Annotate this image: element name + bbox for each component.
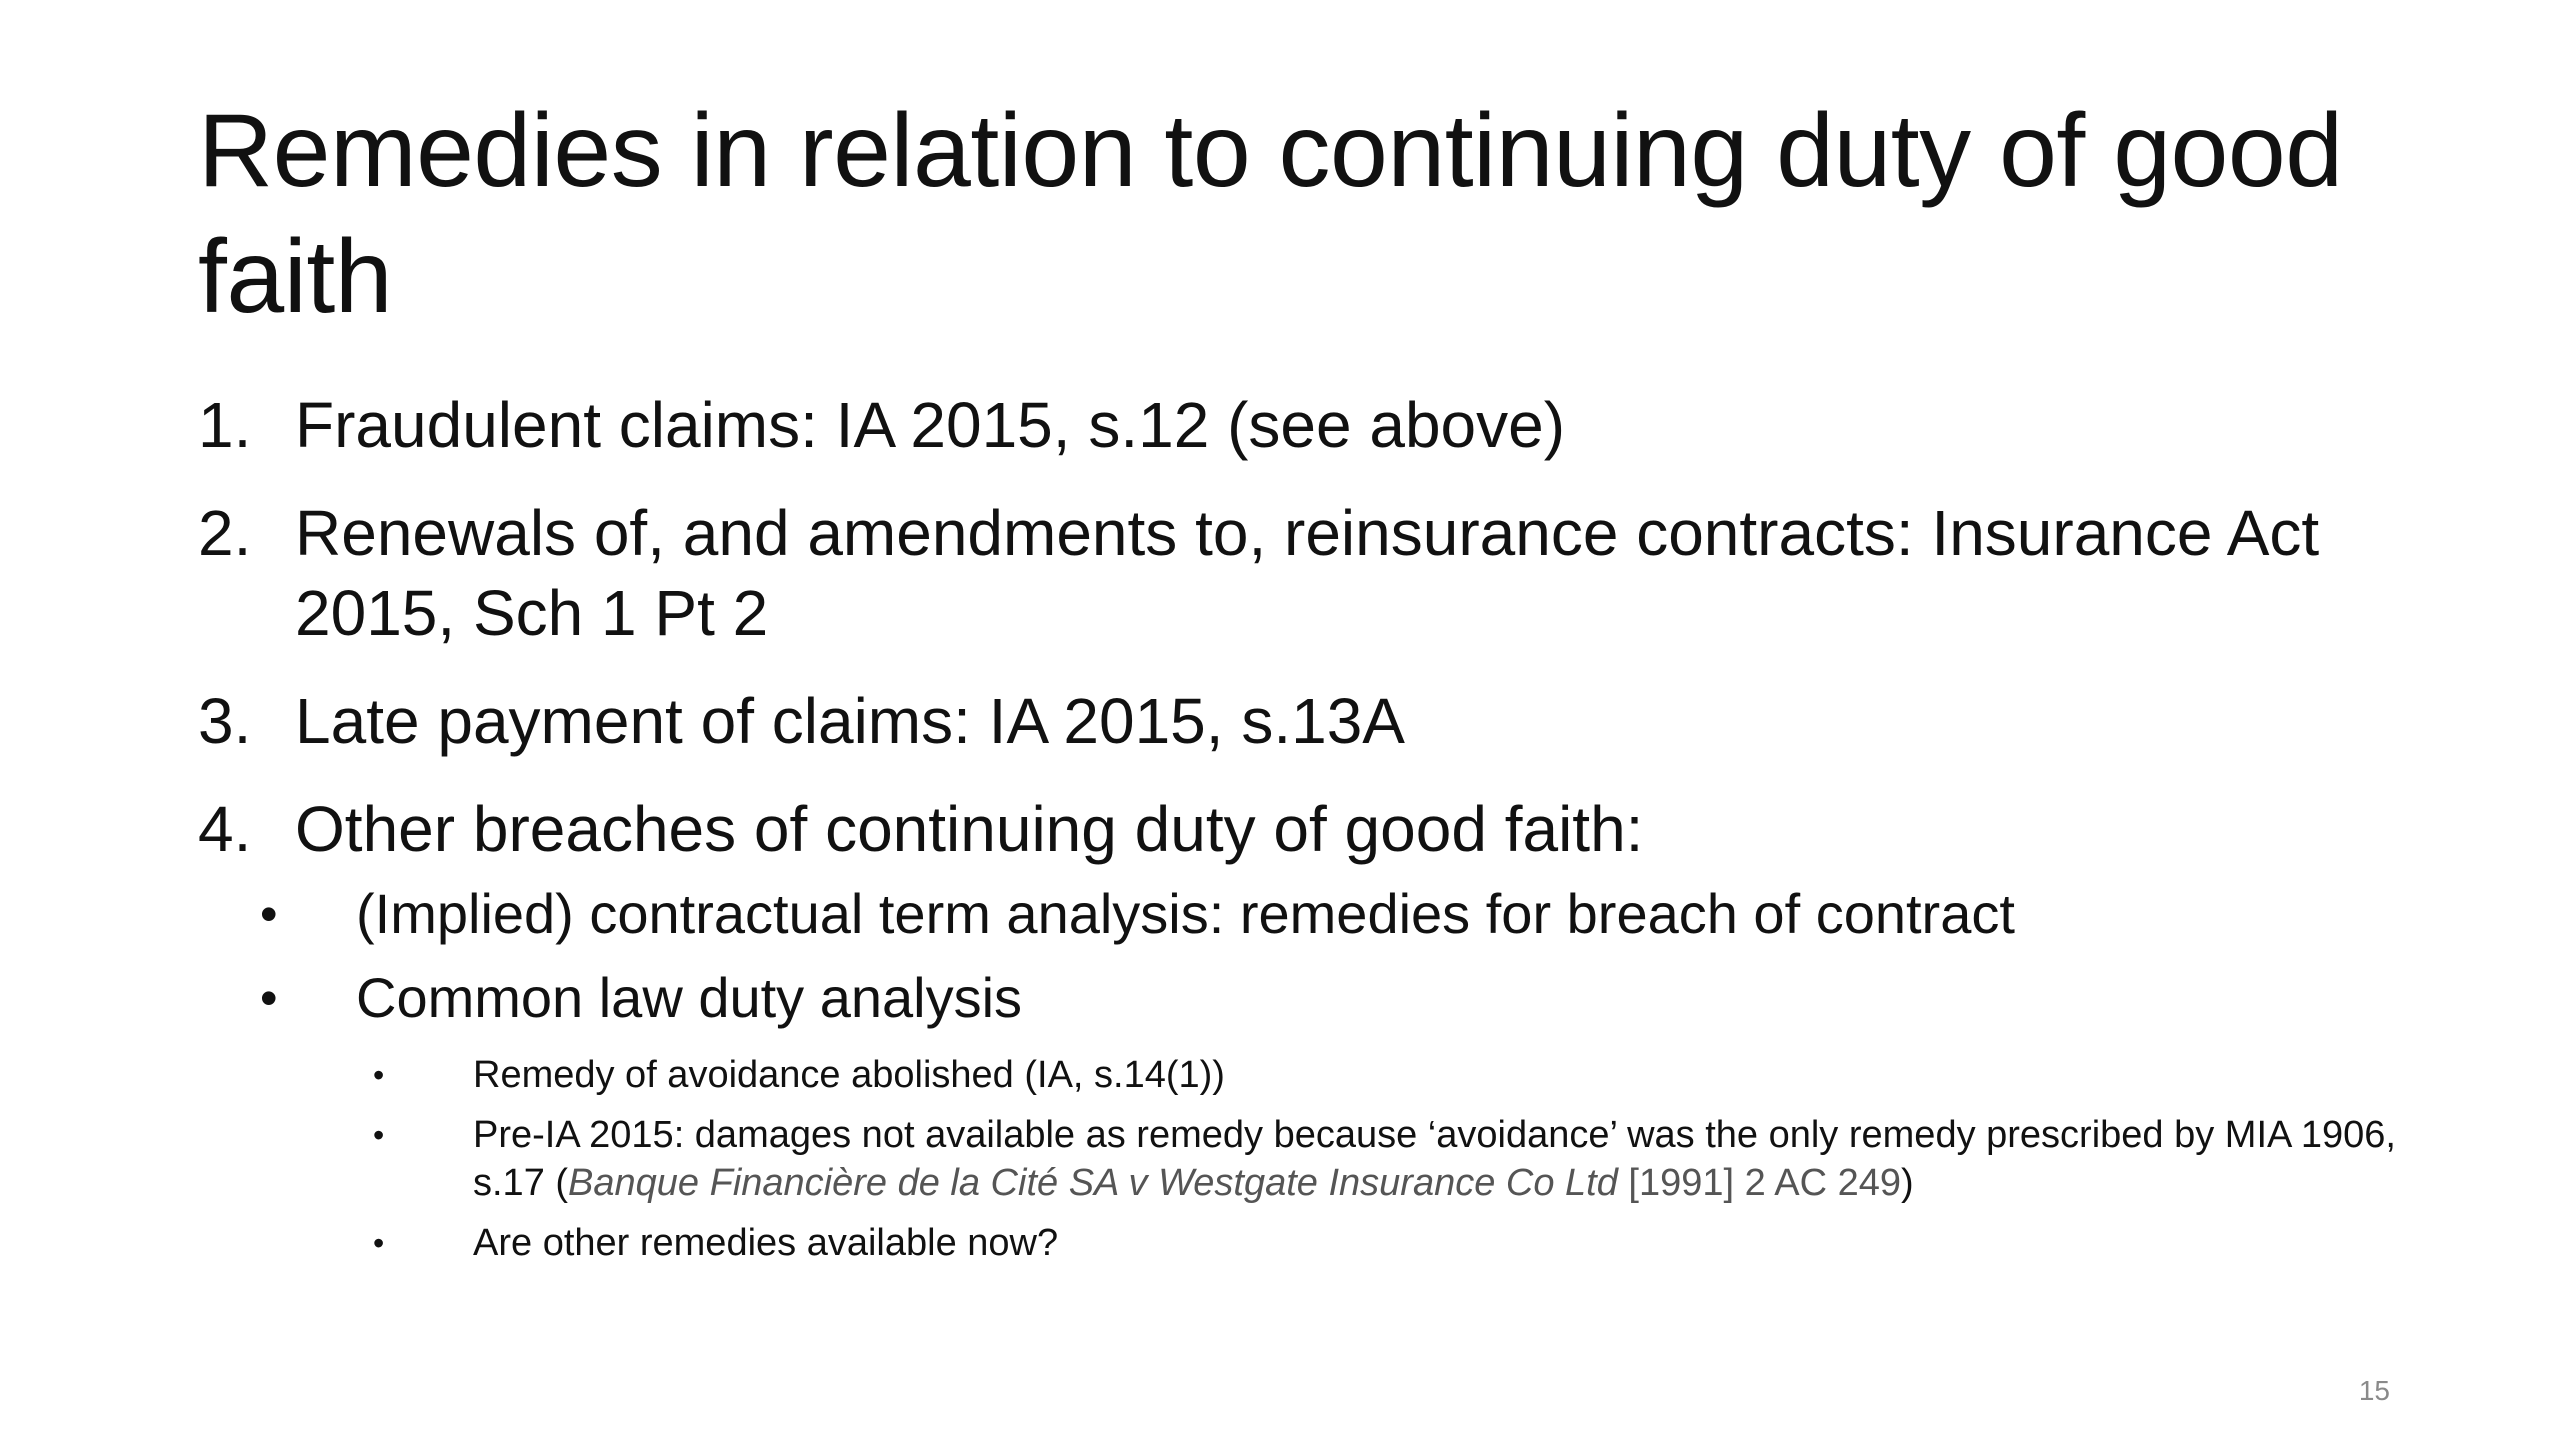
case-citation: [1991] 2 AC 249: [1617, 1162, 1901, 1204]
bullet-icon: •: [373, 1225, 385, 1261]
slide-title: Remedies in relation to continuing duty of good faith: [198, 93, 2343, 335]
bullet-icon: •: [373, 1057, 385, 1093]
pre-ia-text: Pre-IA 2015: damages not available as remedy because ‘avoidance’ was the only remedy prescribed by MIA 1906, s.17 (: [473, 1114, 2396, 1204]
list-number: 3.: [198, 685, 252, 757]
list-item-text: Late payment of claims: IA 2015, s.13A: [295, 685, 1405, 757]
sub-item-contractual: [260, 879, 2398, 949]
bullet-icon: •: [260, 886, 278, 942]
list-number: 1.: [198, 389, 252, 461]
sub-item-text: (Implied) contractual term analysis: remedies for breach of contract: [356, 882, 2015, 945]
page-number: 15: [2358, 1375, 2390, 1406]
list-item-3: [198, 681, 2398, 761]
sub-item-text: Common law duty analysis: [356, 966, 1023, 1029]
list-item-text: Other breaches of continuing duty of good faith:: [295, 793, 1644, 865]
sub-sub-item-text: Remedy of avoidance abolished (IA, s.14(1)): [473, 1054, 1225, 1096]
sub-sub-item-pre-ia: [373, 1111, 2398, 1207]
list-item-1: [198, 385, 2398, 465]
bullet-icon: •: [260, 970, 278, 1026]
list-item-4: [198, 789, 2398, 869]
list-item-text: Renewals of, and amendments to, reinsurance contracts: Insurance Act 2015, Sch 1 Pt 2: [295, 497, 2320, 649]
list-item-text: Fraudulent claims: IA 2015, s.12 (see above): [295, 389, 1566, 461]
case-name: Banque Financière de la Cité SA v Westgate Insurance Co Ltd: [568, 1162, 1618, 1204]
list-item-2: [198, 493, 2398, 653]
sub-sub-item-text: Are other remedies available now?: [473, 1222, 1059, 1264]
list-number: 2.: [198, 497, 252, 569]
closing-paren: ): [1900, 1162, 1914, 1204]
slide-content: [198, 385, 2398, 1279]
sub-sub-item-avoidance: [373, 1051, 2398, 1099]
sub-item-common-law: [260, 963, 2398, 1033]
list-number: 4.: [198, 793, 252, 865]
bullet-icon: •: [373, 1117, 385, 1153]
sub-sub-item-text: [473, 1111, 2398, 1207]
sub-sub-item-other-remedies: [373, 1219, 2398, 1267]
